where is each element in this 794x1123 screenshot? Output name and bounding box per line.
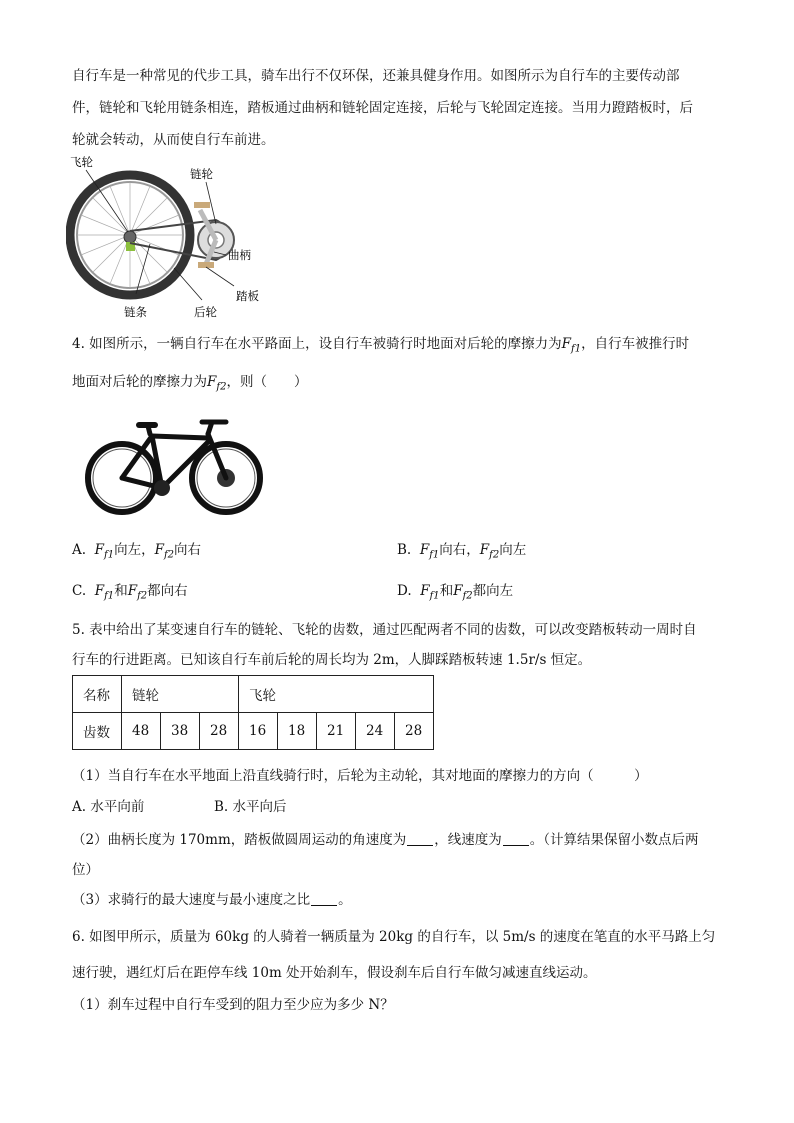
label-pedal: 踏板 xyxy=(236,289,259,303)
label-flywheel: 飞轮 xyxy=(70,155,93,169)
table-cell: 16 xyxy=(239,713,278,750)
table-row xyxy=(73,713,434,750)
transmission-diagram xyxy=(66,152,286,322)
answer-blank[interactable] xyxy=(407,831,433,846)
table-header-flywheel: 飞轮 xyxy=(239,676,434,713)
q5-part-3: （3）求骑行的最大速度与最小速度之比 。 xyxy=(72,892,352,908)
table-cell: 48 xyxy=(122,713,161,750)
q4-option-d[interactable]: D. $F_{f1}$和$F_{f2}$都向左 xyxy=(397,583,514,602)
symbol-ff1: $F_{f1}$ xyxy=(561,336,582,355)
q4-option-b[interactable]: B. $F_{f1}$向右，$F_{f2}$向左 xyxy=(397,542,527,561)
table-cell: 38 xyxy=(161,713,200,750)
intro-line-3: 轮就会转动，从而使自行车前进。 xyxy=(72,132,275,148)
bike-frame xyxy=(122,422,226,488)
table-cell: 28 xyxy=(395,713,434,750)
q6-part-1: （1）刹车过程中自行车受到的阻力至少应为多少 N？ xyxy=(72,997,394,1013)
q4-option-a[interactable]: A. $F_{f1}$向左，$F_{f2}$向右 xyxy=(72,542,202,561)
label-chainring: 链轮 xyxy=(190,167,213,181)
q5-part-2: （2）曲柄长度为 170mm，踏板做圆周运动的角速度为 ，线速度为 。（计算结果保留小数点后两 xyxy=(72,832,699,848)
q5-stem-line-1: 5. 表中给出了某变速自行车的链轮、飞轮的齿数，通过匹配两者不同的齿数，可以改变踏板转动一周时自 xyxy=(72,622,697,638)
q5-stem-line-2: 行车的行进距离。已知该自行车前后轮的周长均为 2m，人脚踩踏板转速 1.5r/s 恒定。 xyxy=(72,652,592,668)
q5-part-2-cont: 位） xyxy=(72,862,99,878)
q5-option-b[interactable]: B. 水平向后 xyxy=(214,799,287,815)
table-cell: 18 xyxy=(278,713,317,750)
symbol-ff2: $F_{f2}$ xyxy=(207,374,227,393)
table-header-name: 名称 xyxy=(73,676,122,713)
q4-stem-line-1: 4. 如图所示，一辆自行车在水平路面上，设自行车被骑行时地面对后轮的摩擦力为$F_{f1}$，自行车被推行时 xyxy=(72,336,690,355)
table-row-label: 齿数 xyxy=(73,713,122,750)
bike-saddle xyxy=(136,422,158,428)
answer-blank[interactable] xyxy=(503,831,529,846)
q4-option-c[interactable]: C. $F_{f1}$和$F_{f2}$都向右 xyxy=(72,583,188,602)
intro-line-1: 自行车是一种常见的代步工具，骑车出行不仅环保，还兼具健身作用。如图所示为自行车的主要传动部 xyxy=(72,68,680,84)
label-crank: 曲柄 xyxy=(228,248,251,262)
table-header-chainring: 链轮 xyxy=(122,676,239,713)
q6-stem-line-2: 速行驶，遇红灯后在距停车线 10m 处开始刹车，假设刹车后自行车做匀减速直线运动。 xyxy=(72,965,597,981)
q6-stem-line-1: 6. 如图甲所示，质量为 60kg 的人骑着一辆质量为 20kg 的自行车，以 5m/s 的速度在笔直的水平马路上匀 xyxy=(72,929,716,945)
q5-option-a[interactable]: A. 水平向前 xyxy=(72,799,145,815)
flywheel-hub xyxy=(124,231,136,243)
gear-teeth-table xyxy=(72,675,434,750)
table-cell: 28 xyxy=(200,713,239,750)
table-row xyxy=(73,676,434,713)
label-chain: 链条 xyxy=(124,305,147,319)
intro-line-2: 件，链轮和飞轮用链条相连，踏板通过曲柄和链轮固定连接，后轮与飞轮固定连接。当用力蹬踏板时，后 xyxy=(72,100,693,116)
bicycle-image xyxy=(80,408,270,520)
q5-part-1: （1）当自行车在水平地面上沿直线骑行时，后轮为主动轮，其对地面的摩擦力的方向（ ） xyxy=(72,768,648,784)
table-cell: 24 xyxy=(356,713,395,750)
q4-stem-line-2: 地面对后轮的摩擦力为$F_{f2}$，则（ ） xyxy=(72,374,308,393)
label-rear-wheel: 后轮 xyxy=(194,305,217,319)
pedal-top xyxy=(194,202,210,208)
table-cell: 21 xyxy=(317,713,356,750)
answer-blank[interactable] xyxy=(311,891,337,906)
bike-crank xyxy=(154,480,170,496)
